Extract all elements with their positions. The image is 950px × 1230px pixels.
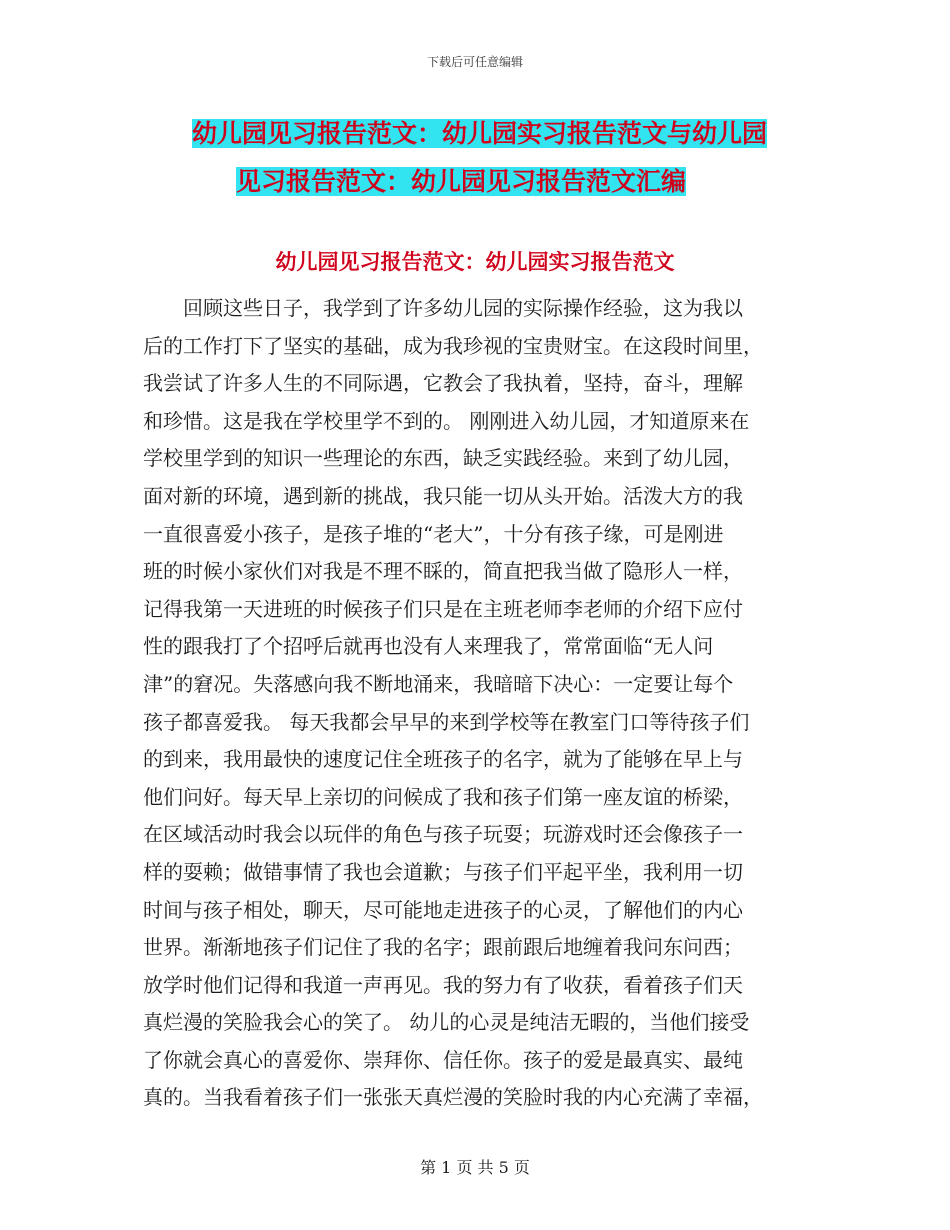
- title-line-2-text: 见习报告范文：幼儿园见习报告范文汇编: [236, 167, 687, 196]
- body-line: 面对新的环境，遇到新的挑战，我只能一切从头开始。活泼大方的我: [143, 483, 743, 508]
- body-line: 孩子都喜爱我。 每天我都会早早的来到学校等在教室门口等待孩子们: [143, 709, 750, 734]
- page-header-note: 下载后可任意编辑: [426, 55, 523, 69]
- body-line: 津”的窘况。失落感向我不断地涌来，我暗暗下决心：一定要让每个: [143, 671, 734, 696]
- body-line: 性的跟我打了个招呼后就再也没有人来理我了，常常面临“无人问: [143, 634, 714, 659]
- body-line: 在区域活动时我会以玩伴的角色与孩子玩耍；玩游戏时还会像孩子一: [143, 822, 743, 847]
- title-line-1: [150, 110, 810, 158]
- body-line: 他们问好。每天早上亲切的问候成了我和孩子们第一座友谊的桥梁，: [143, 784, 743, 809]
- document-title: [150, 110, 810, 206]
- body-line: 回顾这些日子，我学到了许多幼儿园的实际操作经验，这为我以: [183, 296, 743, 320]
- body-line: 后的工作打下了坚实的基础，成为我珍视的宝贵财宝。在这段时间里，: [143, 333, 763, 358]
- body-line: 世界。渐渐地孩子们记住了我的名字；跟前跟后地缠着我问东问西；: [143, 935, 743, 960]
- body-line: 时间与孩子相处，聊天，尽可能地走进孩子的心灵，了解他们的内心: [143, 897, 743, 922]
- body-line: 真烂漫的笑脸我会心的笑了。 幼儿的心灵是纯洁无暇的，当他们接受: [143, 1010, 750, 1035]
- body-line: 样的耍赖；做错事情了我也会道歉；与孩子们平起平坐，我利用一切: [143, 859, 743, 884]
- section-heading: 幼儿园见习报告范文：幼儿园实习报告范文: [275, 250, 675, 274]
- body-line: 我尝试了许多人生的不同际遇，它教会了我执着，坚持，奋斗，理解: [143, 371, 743, 396]
- title-line-2: [150, 158, 810, 206]
- body-line: 了你就会真心的喜爱你、崇拜你、信任你。孩子的爱是最真实、最纯: [143, 1047, 743, 1072]
- body-line: 学校里学到的知识一些理论的东西，缺乏实践经验。来到了幼儿园，: [143, 446, 743, 471]
- body-line: 和珍惜。这是我在学校里学不到的。 刚刚进入幼儿园，才知道原来在: [143, 408, 750, 433]
- body-line: 一直很喜爱小孩子，是孩子堆的“老大”，十分有孩子缘，可是刚进: [143, 521, 724, 546]
- body-line: 班的时候小家伙们对我是不理不睬的，简直把我当做了隐形人一样，: [143, 559, 743, 584]
- body-line: 放学时他们记得和我道一声再见。我的努力有了收获，看着孩子们天: [143, 972, 743, 997]
- page-number-footer: 第 1 页 共 5 页: [420, 1158, 530, 1177]
- title-line-1-text: 幼儿园见习报告范文：幼儿园实习报告范文与幼儿园: [192, 119, 768, 148]
- body-line: 记得我第一天进班的时候孩子们只是在主班老师李老师的介绍下应付: [143, 596, 743, 621]
- body-paragraph: [143, 290, 808, 1117]
- body-line: 的到来，我用最快的速度记住全班孩子的名字，就为了能够在早上与: [143, 747, 743, 772]
- body-line: 真的。当我看着孩子们一张张天真烂漫的笑脸时我的内心充满了幸福，: [143, 1085, 763, 1110]
